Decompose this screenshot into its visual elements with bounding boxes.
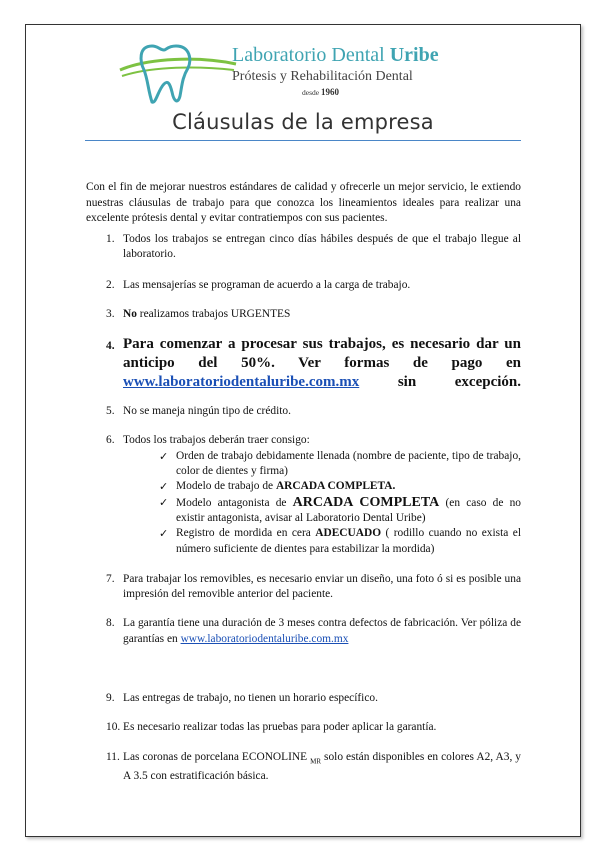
clause-text: No se maneja ningún tipo de crédito.	[123, 405, 291, 418]
warranty-link[interactable]: www.laboratoriodentaluribe.com.mx	[180, 632, 349, 645]
clause-number: 9.	[106, 692, 115, 705]
trademark-mark: MR	[310, 756, 322, 765]
required-item: ✓ Orden de trabajo debidamente llenada (nombre de paciente, tipo de trabajo, color de dientes y firma)	[159, 449, 521, 478]
clause-text: Todos los trabajos se entregan cinco días hábiles después de que el trabajo llegue al laboratorio.	[123, 233, 521, 261]
clause-number: 6.	[106, 434, 115, 447]
clause-6	[86, 433, 521, 556]
required-item: ✓ Modelo de trabajo de ARCADA COMPLETA.	[159, 480, 396, 494]
clause-7	[86, 572, 521, 603]
brand-name: Laboratorio Dental Uribe	[232, 44, 439, 66]
clause-number: 1.	[106, 233, 115, 245]
brand-subtitle: Prótesis y Rehabilitación Dental	[232, 69, 413, 84]
clause-number: 8.	[106, 617, 115, 630]
clause-number: 10.	[106, 721, 121, 734]
clause-number: 3.	[106, 307, 115, 320]
clause-11	[86, 750, 521, 785]
clause-number: 4.	[106, 340, 115, 353]
check-mark-icon: ✓	[159, 495, 169, 509]
clause-number: 7.	[106, 572, 115, 585]
intro-paragraph: Con el fin de mejorar nuestros estándares de calidad y ofrecerle un mejor servicio, le extiendo nuestras cláusulas de trabajo para que conozca los lineamientos ideales para realizar una excelente prótesis dental y evitar contratiempos con sus pacientes.	[86, 181, 521, 224]
clause-4	[86, 335, 521, 392]
clause-8	[86, 616, 521, 647]
check-mark-icon: ✓	[159, 449, 169, 463]
clause-text: Las coronas de porcelana ECONOLINE	[123, 750, 311, 763]
clauses-list	[86, 232, 521, 785]
clause-number: 11.	[106, 750, 120, 763]
required-item: ✓ Modelo antagonista de ARCADA COMPLETA (en caso de no existir antagonista, avisar al Laboratorio Dental Uribe)	[159, 494, 521, 524]
clause-text: Las entregas de trabajo, no tienen un horario específico.	[123, 692, 378, 705]
clause-text: Es necesario realizar todas las pruebas para poder aplicar la garantía.	[123, 721, 437, 734]
clause-text-after: sin excepción.	[359, 374, 521, 391]
tooth-logo-icon	[118, 40, 238, 106]
clause-10	[86, 720, 521, 735]
clause-text: Todos los trabajos deberán traer consigo:	[123, 434, 310, 447]
title-divider	[85, 140, 521, 141]
clause-2	[86, 278, 521, 293]
clause-number: 2.	[106, 278, 115, 291]
clause-3	[86, 307, 521, 322]
clause-9	[86, 691, 521, 706]
clause-5	[86, 404, 521, 419]
clause-text: realizamos trabajos URGENTES	[136, 307, 291, 320]
clause-text: La garantía tiene una duración de 3 meses contra defectos de fabricación. Ver póliza de garantías en	[123, 617, 521, 645]
check-mark-icon: ✓	[159, 480, 169, 494]
clause-text: Para trabajar los removibles, es necesario enviar un diseño, una foto ó si es posible una impresión del removible anterior del paciente.	[123, 572, 521, 601]
brand-since: desde 1960	[302, 87, 339, 97]
clause-1	[86, 232, 521, 263]
required-item: ✓ Registro de mordida en cera ADECUADO ( rodillo cuando no exista el número suficiente de dientes para estabilizar la mordida)	[159, 527, 521, 555]
clause-bold: No	[123, 307, 137, 320]
required-items-list	[123, 449, 521, 557]
clause-number: 5.	[106, 405, 115, 418]
clause-text: Las mensajerías se programan de acuerdo a la carga de trabajo.	[123, 278, 411, 291]
page-title: Cláusulas de la empresa	[172, 110, 434, 134]
clause-text-after: solo están disponibles en colores A2, A3, y A 3.5 con estratificación básica.	[123, 750, 521, 783]
website-link[interactable]: www.laboratoriodentaluribe.com.mx	[123, 374, 360, 391]
check-mark-icon: ✓	[159, 527, 169, 541]
clause-text: Para comenzar a procesar sus trabajos, es necesario dar un anticipo del 50%. Ver formas de pago en	[123, 336, 521, 372]
